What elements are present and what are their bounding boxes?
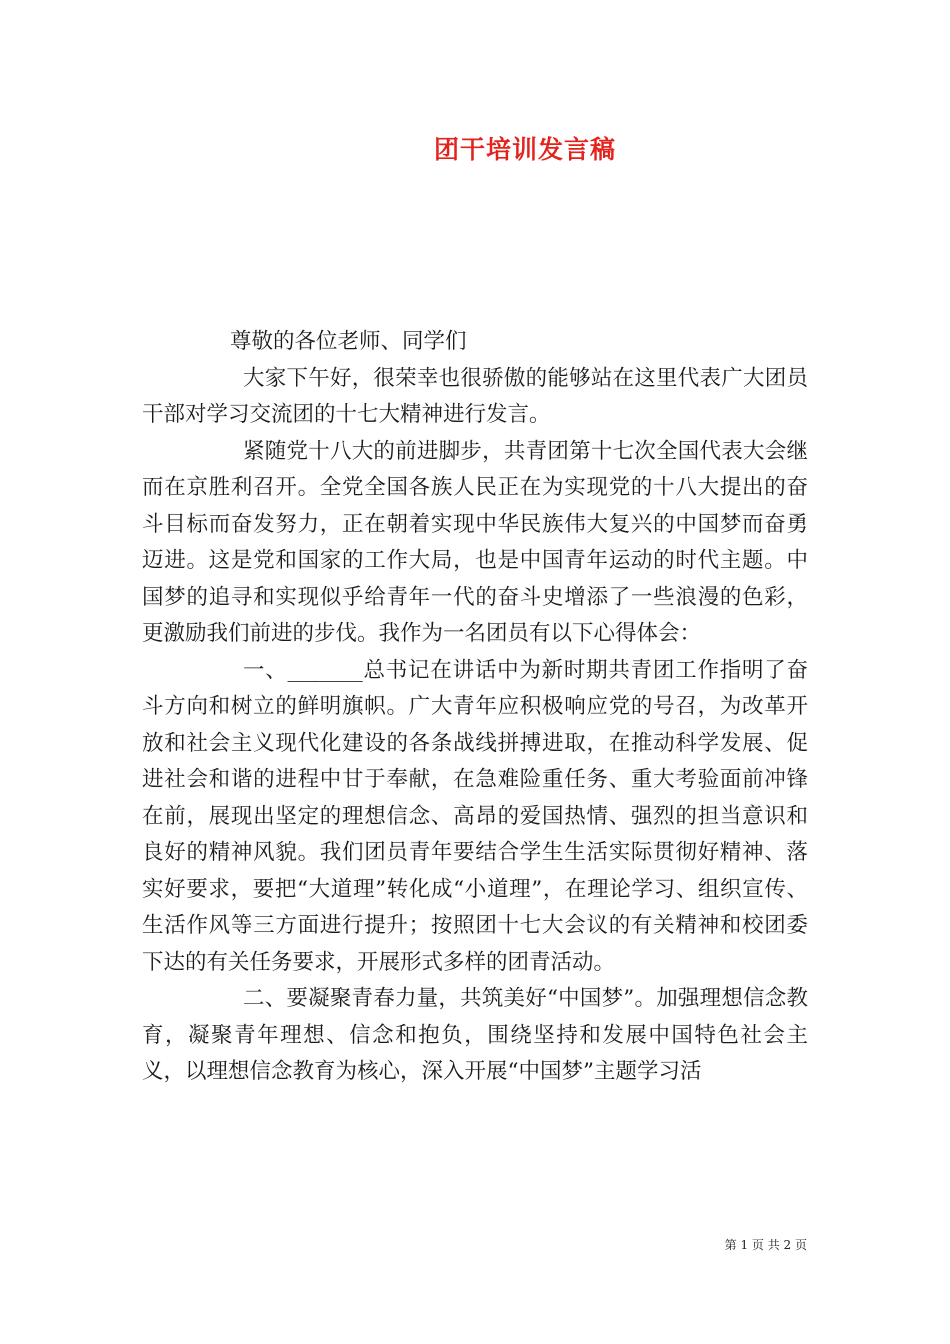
paragraph-intro: 紧随党十八大的前进脚步，共青团第十七次全国代表大会继而在京胜利召开。全党全国各族人民正在为实现党的十八大提出的奋斗目标而奋发努力，正在朝着实现中华民族伟大复兴的中国梦而奋勇迈进。这是党和国家的工作大局，也是中国青年运动的时代主题。中国梦的追寻和实现似乎给青年一代的奋斗史增添了一些浪漫的色彩，更激励我们前进的步伐。我作为一名团员有以下心得体会：: [142, 438, 808, 646]
page-number-footer: 第 1 页 共 2 页: [724, 1238, 807, 1252]
paragraph-point-one: 一、_______总书记在讲话中为新时期共青团工作指明了奋斗方向和树立的鲜明旗帜。广大青年应积极响应党的号召，为改革开放和社会主义现代化建设的各条战线拼搏进取，在推动科学发展、促进社会和谐的进程中甘于奉献，在急难险重任务、重大考验面前冲锋在前，展现出坚定的理想信念、高昂的爱国热情、强烈的担当意识和良好的精神风貌。我们团员青年要结合学生生活实际贯彻好精神、落实好要求，要把“大道理”转化成“小道理”，在理论学习、组织宣传、生活作风等三方面进行提升；按照团十七大会议的有关精神和校团委下达的有关任务要求，开展形式多样的团青活动。: [142, 657, 808, 975]
paragraph-greeting: 大家下午好，很荣幸也很骄傲的能够站在这里代表广大团员干部对学习交流团的十七大精神进行发言。: [142, 365, 808, 427]
document-title: 团干培训发言稿: [433, 135, 616, 164]
salutation: 尊敬的各位老师、同学们: [230, 329, 467, 354]
paragraph-point-two: 二、要凝聚青春力量，共筑美好“中国梦”。加强理想信念教育，凝聚青年理想、信念和抱负，围绕坚持和发展中国特色社会主义，以理想信念教育为核心，深入开展“中国梦”主题学习活: [142, 986, 808, 1084]
document-body: [142, 324, 808, 1091]
